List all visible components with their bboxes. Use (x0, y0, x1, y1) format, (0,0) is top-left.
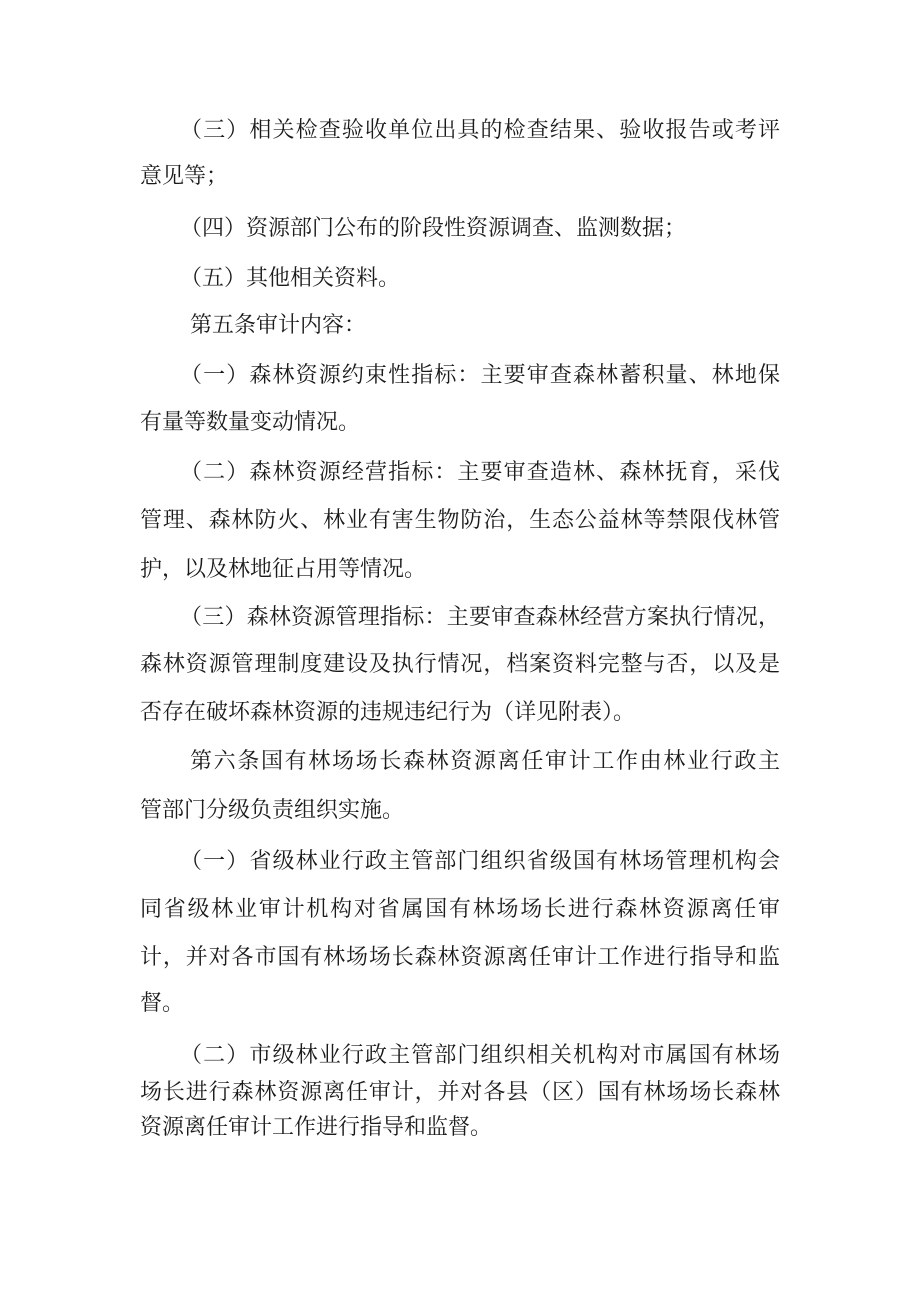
text-line: 否存在破坏森林资源的违规违纪行为（详见附表）。 (140, 700, 636, 725)
text-line: 有量等数量变动情况。 (140, 410, 361, 435)
text-line: （一）省级林业行政主管部门组织省级国有林场管理机构会 (180, 849, 780, 874)
text-line: （三）相关检查验收单位出具的检查结果、验收报告或考评 (180, 118, 780, 143)
text-line: 护，以及林地征占用等情况。 (140, 557, 427, 582)
text-line: 意见等； (140, 164, 229, 189)
text-line: 场长进行森林资源离任审计，并对各县（区）国有林场场长森林 (140, 1080, 780, 1105)
text-line: 同省级林业审计机构对省属国有林场场长进行森林资源离任审 (140, 897, 780, 922)
text-line: （二）森林资源经营指标：主要审查造林、森林抚育，采伐 (180, 460, 780, 485)
text-line: （四）资源部门公布的阶段性资源调查、监测数据； (180, 216, 687, 241)
text-line: （三）森林资源管理指标：主要审查森林经营方案执行情况， (180, 605, 780, 630)
text-line: （一）森林资源约束性指标：主要审查森林蓄积量、林地保 (180, 363, 780, 388)
text-line: 森林资源管理制度建设及执行情况，档案资料完整与否，以及是 (140, 652, 780, 677)
text-line: 资源离任审计工作进行指导和监督。 (140, 1115, 493, 1140)
section-heading: 第六条国有林场场长森林资源离任审计工作由林业行政主 (190, 749, 780, 774)
text-line: 管部门分级负责组织实施。 (140, 798, 405, 823)
text-line: （二）市级林业行政主管部门组织相关机构对市属国有林场 (180, 1043, 780, 1068)
text-line: 计，并对各市国有林场场长森林资源离任审计工作进行指导和监 (140, 945, 780, 970)
text-line: （五）其他相关资料。 (180, 266, 401, 291)
text-line: 督。 (140, 991, 185, 1016)
section-heading: 第五条审计内容： (190, 313, 367, 338)
text-line: 管理、森林防火、林业有害生物防治，生态公益林等禁限伐林管 (140, 508, 780, 533)
